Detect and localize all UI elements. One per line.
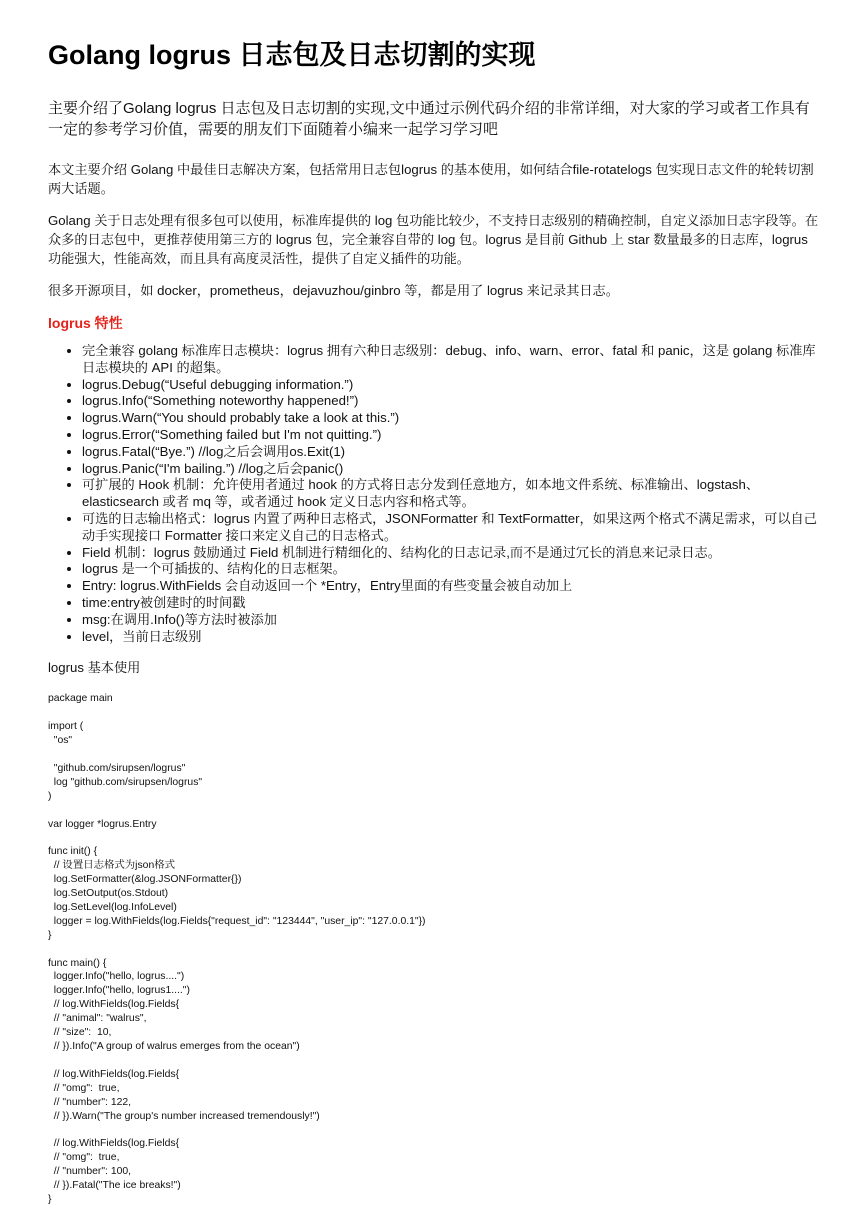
list-item: • time:entry被创建时的时间戳 [82,595,820,612]
code-block: package main import ( "os" "github.com/sirupsen/logrus" log "github.com/sirupsen/logrus" ) var logger *logrus.Entry func init() { // 设置日志格式为json格式 log.SetFormatter(&log.JSONFormatter{}) log.SetOutput(os.Stdout) log.SetLevel(log.InfoLevel) logger = log.WithFields(log.Fields{"request_id": "123444", "user_ip": "127.0.0.1"}) } func main() { logger.Info("hello, logrus....") logger.Info("hello, logrus1....") // log.WithFields(log.Fields{ // "animal": "walrus", // "size": 10, // }).Info("A group of walrus emerges from the ocean") // log.WithFields(log.Fields{ // "omg": true, // "number": 122, // }).Warn("The group's number increased tremendously!") // log.WithFields(log.Fields{ // "omg": true, // "number": 100, // }).Fatal("The ice breaks!") } [48,693,426,1205]
list-item: • logrus.Info(“Something noteworthy happened!”) [82,393,820,410]
list-item: • 完全兼容 golang 标准库日志模块：logrus 拥有六种日志级别：debug、info、warn、error、fatal 和 panic，这是 golang 标准库日志模块的 API 的超集。 [82,343,820,377]
article-summary: 主要介绍了Golang logrus 日志包及日志切割的实现,文中通过示例代码介绍的非常详细，对大家的学习或者工作具有一定的参考学习价值，需要的朋友们下面随着小编来一起学习学习吧 [48,100,810,138]
page-title: Golang logrus 日志包及日志切割的实现 [48,40,536,70]
list-item: • logrus 是一个可插拔的、结构化的日志框架。 [82,561,820,578]
features-list [48,343,820,645]
list-item: • logrus.Error(“Something failed but I'm not quitting.”) [82,427,820,444]
list-item: • level，当前日志级别 [82,629,820,646]
list-item: • logrus.Panic(“I'm bailing.”) //log之后会panic() [82,461,820,478]
list-item: • 可选的日志输出格式：logrus 内置了两种日志格式，JSONFormatter 和 TextFormatter，如果这两个格式不满足需求，可以自己动手实现接口 Formatter 接口来定义自己的日志格式。 [82,511,820,545]
list-item: • logrus.Fatal(“Bye.”) //log之后会调用os.Exit(1) [82,444,820,461]
list-item: • logrus.Warn(“You should probably take a look at this.”) [82,410,820,427]
intro-paragraph: 本文主要介绍 Golang 中最佳日志解决方案，包括常用日志包logrus 的基本使用，如何结合file-rotatelogs 包实现日志文件的轮转切割两大话题。 [48,162,814,196]
list-item: • Entry: logrus.WithFields 会自动返回一个 *Entry，Entry里面的有些变量会被自动加上 [82,578,820,595]
projects-paragraph: 很多开源项目，如 docker，prometheus，dejavuzhou/ginbro 等，都是用了 logrus 来记录其日志。 [48,283,619,298]
background-paragraph: Golang 关于日志处理有很多包可以使用，标准库提供的 log 包功能比较少，不支持日志级别的精确控制，自定义添加日志字段等。在众多的日志包中，更推荐使用第三方的 logrus 包，完全兼容自带的 log 包。logrus 是目前 Github 上 star 数量最多的日志库，logrus 功能强大，性能高效，而且具有高度灵活性，提供了自定义插件的功能。 [48,213,819,266]
list-item: • 可扩展的 Hook 机制：允许使用者通过 hook 的方式将日志分发到任意地方，如本地文件系统、标准输出、logstash、elasticsearch 或者 mq 等，或者通过 hook 定义日志内容和格式等。 [82,477,820,511]
list-item: • logrus.Debug(“Useful debugging information.”) [82,377,820,394]
list-item: • Field 机制：logrus 鼓励通过 Field 机制进行精细化的、结构化的日志记录,而不是通过冗长的消息来记录日志。 [82,545,820,562]
basic-usage-label: logrus 基本使用 [48,660,141,676]
features-heading: logrus 特性 [48,315,123,331]
list-item: • msg:在调用.Info()等方法时被添加 [82,612,820,629]
